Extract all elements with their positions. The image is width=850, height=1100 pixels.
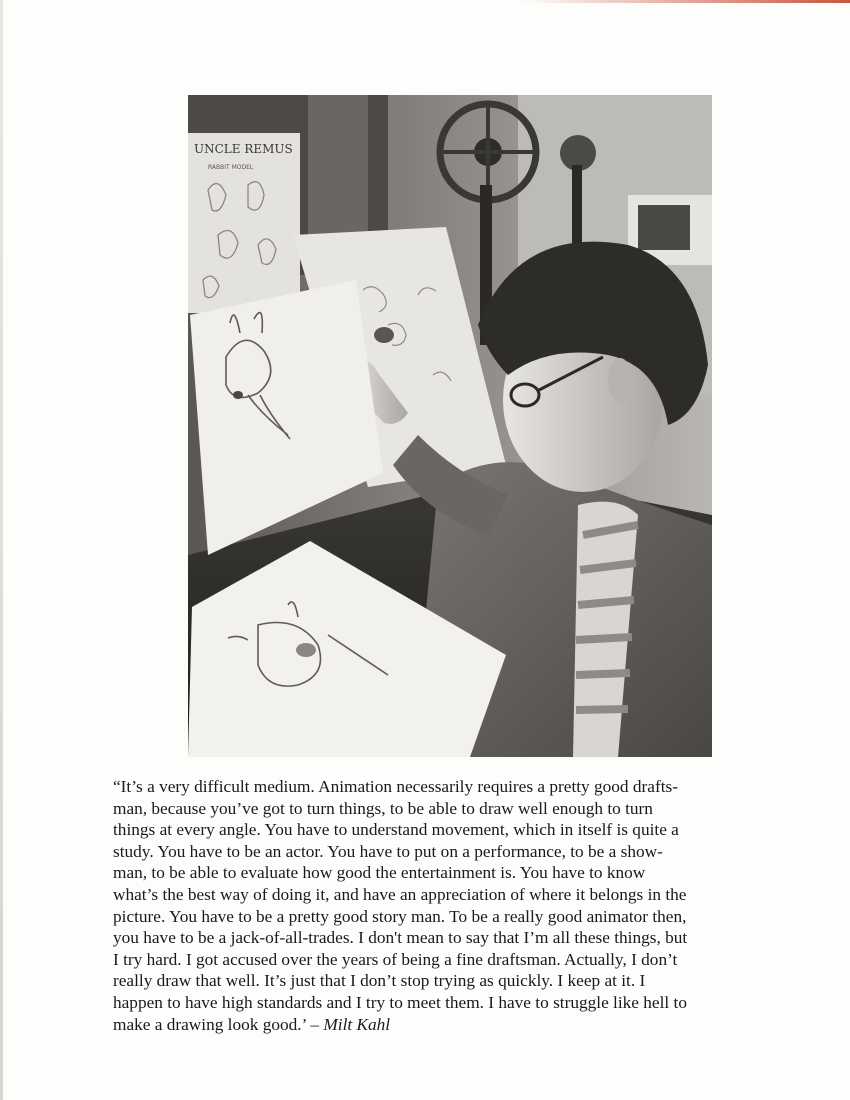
model-sheet-caption: RABBIT MODEL	[208, 164, 254, 171]
quote-line: things at every angle. You have to understand movement, which in itself is quite a	[113, 820, 679, 840]
page-edge-left	[0, 0, 3, 1100]
quote-line: I try hard. I got accused over the years of being a fine draftsman. Actually, I don’t	[113, 949, 678, 969]
quote-last-line	[113, 1014, 781, 1036]
quote-last-text: make a drawing look good.’ –	[113, 1014, 324, 1034]
quote-paragraph	[113, 776, 781, 1035]
quote-line: picture. You have to be a pretty good story man. To be a really good animator then,	[113, 906, 687, 926]
quote-line: happen to have high standards and I try to meet them. I have to struggle like hell to	[113, 992, 687, 1012]
quote-author: Milt Kahl	[323, 1014, 391, 1034]
quote-line: what’s the best way of doing it, and have an appreciation of where it belongs in the	[113, 884, 687, 904]
quote-line: man, because you’ve got to turn things, to be able to draw well enough to turn	[113, 798, 653, 818]
model-sheet-title: UNCLE REMUS	[194, 142, 293, 156]
page-edge-top	[520, 0, 850, 3]
quote-line: study. You have to be an actor. You have to put on a performance, to be a show-	[113, 841, 663, 861]
model-sheet	[188, 133, 300, 313]
quote-line: you have to be a jack-of-all-trades. I don't mean to say that I’m all these things, but	[113, 928, 688, 948]
quote-line: really draw that well. It’s just that I don’t stop trying as quickly. I keep at it. I	[113, 971, 646, 991]
quote-line: man, to be able to evaluate how good the entertainment is. You have to know	[113, 863, 646, 883]
photograph	[188, 95, 712, 757]
quote-line: “It’s a very difficult medium. Animation necessarily requires a pretty good drafts-	[113, 777, 678, 796]
